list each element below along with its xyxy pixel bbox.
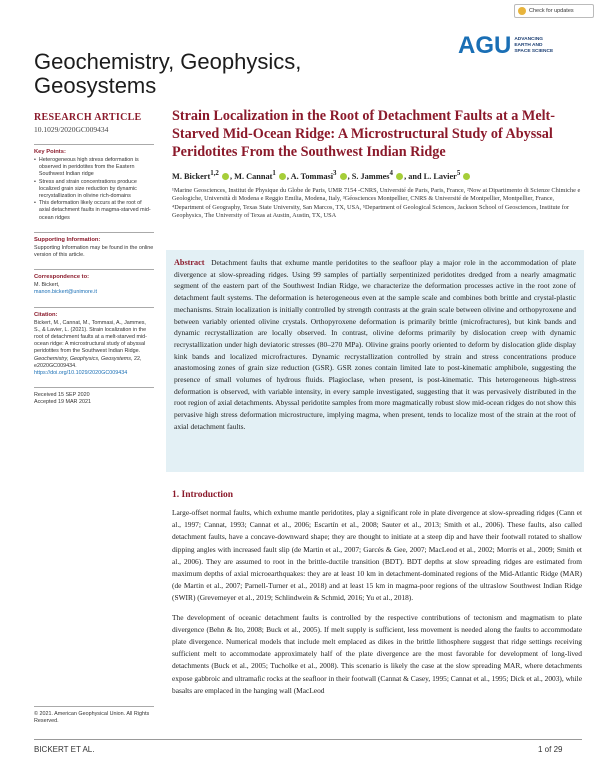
key-points-heading: Key Points:: [34, 149, 66, 155]
orcid-icon[interactable]: [222, 173, 229, 180]
accepted-date: Accepted 19 MAR 2021: [34, 399, 91, 406]
footer-running-head: BICKERT ET AL.: [34, 745, 95, 754]
key-points-section: [34, 144, 154, 222]
orcid-icon[interactable]: [340, 173, 347, 180]
author[interactable]: L. Lavier$^5$: [424, 172, 472, 181]
article-type: RESEARCH ARTICLE: [34, 112, 142, 123]
affiliations: ¹Marine Geosciences, Institut de Physique du Globe de Paris, UMR 7154 -CNRS, Université de Paris, Paris, France, ²Now at Dipartimento di Scienze Chimiche e Geologiche, Università di Modena e Reggio Emilia, Modena, Italy, ³Géosciences Montpellier, CNRS & Université de Montpellier, Montpellier, France, ⁴Department of Geography, Texas State University, San Marcos, TX, USA, ⁵Department of Geological Sciences, Jackson School of Geosciences, Institute for Geophysics, The University of Texas at Austin, Austin, TX, USA: [172, 187, 581, 220]
author[interactable]: M. Bickert$^{1,2}$: [172, 172, 230, 181]
orcid-icon[interactable]: [463, 173, 470, 180]
key-point: • This deformation likely occurs at the root of axial detachment faults in magma-starved mid-ocean ridges: [34, 200, 151, 221]
abstract-text: Detachment faults that exhume mantle peridotites to the seafloor play a major role in the accommodation of plate divergence at slow-spreading ridges. Using 99 samples of partially serpentinized peridotites dredged from a nearly amagmatic segment of the eastern part of the Southwest Indian Ridge, we characterize the deformation processes active in the root zone of detachment fault systems. The deformation is heterogeneous even at the sample scale and combines both brittle and crystal-plastic mechanisms. Strain localization is initially controlled by strength contrasts at the grain scale between olivine and orthopyroxene and between variably oriented olivine crystals. Orthopyroxene deformation is primarily brittle (microfractures), but kink bands and dynamic recrystallization are locally observed. In contrast, olivine deforms primarily by dislocation creep with dynamic recrystallization under high deviatoric stresses (80–270 MPa). Olivine grains poorly oriented to deform by dislocation glide display kink bands and localized microfractures. Dynamic recrystallization controlled by strain and stress concentrations produce anastomosing zones of grain size reduction (GSR). GSR zones contain limited late to post-kinematic amphibole, suggesting the presence of small volumes of hydrous fluids. Plagioclase, when present, is post-kinematic. This heterogeneous high-stress deformation is observed, with variable intensity, in every sample investigated, suggesting that it was pervasively distributed in the root region of axial detachments. Abyssal peridotite samples from more magmatically robust slow mid-ocean ridges do not show this pervasive high stress deformation microstructure, implying magma, when present, tends to localize most of the strain at the root of axial detachment faults.: [174, 258, 577, 431]
author[interactable]: S. Jammes$^4$: [352, 172, 404, 181]
author[interactable]: A. Tommasi$^3$: [291, 172, 348, 181]
footer-divider: [34, 739, 582, 740]
sidebar: [34, 112, 154, 407]
section-heading-introduction: 1. Introduction: [172, 490, 234, 500]
orcid-icon[interactable]: [279, 173, 286, 180]
correspondence-section: [34, 269, 154, 296]
abstract: [174, 257, 576, 433]
received-date: Received 15 SEP 2020: [34, 392, 90, 399]
citation-doi-link[interactable]: https://doi.org/10.1029/2020GC009434: [34, 370, 128, 377]
agu-tagline: ADVANCING EARTH AND SPACE SCIENCE: [514, 37, 554, 54]
agu-logo-text: AGU: [458, 32, 512, 59]
page-number: 1 of 29: [538, 745, 563, 754]
author-list: M. Bickert$^{1,2}$ , M. Cannat$^1$ , A. Tommasi$^3$ , S. Jammes$^4$ , and L. Lavier$^5$: [172, 170, 582, 181]
journal-title: Geochemistry, Geophysics, Geosystems: [34, 49, 302, 98]
correspondence-name: M. Bickert,: [34, 282, 60, 289]
crossmark-icon: [518, 7, 526, 15]
citation-heading: Citation:: [34, 311, 58, 318]
check-for-updates-badge[interactable]: Check for updates: [514, 4, 594, 18]
abstract-box: [166, 250, 584, 472]
introduction-body: [172, 507, 582, 704]
orcid-icon[interactable]: [396, 173, 403, 180]
supporting-info-heading: Supporting Information:: [34, 236, 101, 243]
author[interactable]: M. Cannat$^1$: [234, 172, 287, 181]
agu-logo[interactable]: [458, 32, 553, 60]
citation-text: Bickert, M., Cannat, M., Tommasi, A., Jammes, S., & Lavier, L. (2021). Strain localization in the root of detachment faults at a melt-starved mid-ocean ridge: A microstructural study of abyssal peridotites from the Southwest Indian Ridge. Geochemistry, Geophysics, Geosystems, 22, e2020GC009434. https://doi.org/10.1029/2020GC009434: [34, 319, 147, 377]
key-point: • Stress and strain concentrations produce localized grain size reduction by dynamic recrystallization in olivine rich-domains: [34, 178, 137, 200]
paragraph: The development of oceanic detachment faults is controlled by the respective contributions of tectonism and magmatism to plate divergence (Behn & Ito, 2008; Buck et al., 2005). If melt supply is sufficient, less movement is needed along the faults to accommodate plate divergence. Numerical models that include melt emplaced as dikes in the brittle lithosphere suggest that ridge settings receiving sufficient melt to accommodate approximately half of the plate divergence are the most favorable for development of long-lived detachments (Buck et al., 2005; Tucholke et al., 2008). This scenario is likely the case at the slow spreading MAR, where detachments expose gabbroic and ultramafic rocks at the seafloor in their footwall (Cannat & Casey, 1995; Cannat et al., 1995; Dick et al., 2003), while basalts are emplaced in the hanging wall (MacLeod: [172, 612, 582, 695]
article-title: Strain Localization in the Root of Detachment Faults at a Melt-Starved Mid-Ocean Ridge: A Microstructural Study of Abyssal Peridotites From the Southwest Indian Ridge: [172, 108, 556, 160]
paragraph: Large-offset normal faults, which exhume mantle peridotites, play a significant role in plate divergence at slow-spreading ridges (Cann et al., 1997; Cannat, 1993; Cannat et al., 2006; Escartín et al., 2008; Sauter et al., 2013; Smith et al., 2006). These faults, also called detachment faults, have a concave-downward shape; they are thought to initiate at a steep dip and have their footwall rotated to shallow dipping angles with increased fault slip (de Martin et al., 2007; Garcés & Gee, 2007; MacLeod et al., 2002; Morris et al., 2009; Smith et al., 2006). They are assumed to root in the brittle-ductile transition (BDT). BDT depths at slow spreading ridges are estimated from maximum depths of axial microearthquakes: they are at least 10 km in detachment-dominated regions of the Mid-Atlantic Ridge (MAR) (de Martin et al., 2007; Parnell-Turner et al., 2018) and at least 15 km in magma-poor regions of the ultraslow Southwest Indian Ridge (SWIR) (Grevemeyer et al., 2019; Schlindwein & Schmid, 2016; Yu et al., 2018).: [172, 508, 582, 603]
correspondence-email-link[interactable]: manon.bickert@unimore.it: [34, 289, 97, 296]
citation-section: [34, 307, 154, 378]
dates-section: [34, 387, 154, 406]
copyright: © 2021. American Geophysical Union. All Rights Reserved.: [34, 706, 154, 725]
supporting-info-text: Supporting Information may be found in the online version of this article.: [34, 244, 154, 259]
supporting-info-section: [34, 232, 154, 259]
abstract-heading: Abstract: [174, 258, 205, 267]
key-point: • Heterogeneous high stress deformation is observed in peridotites from the Eastern Southwest Indian ridge: [34, 157, 139, 178]
correspondence-heading: Correspondence to:: [34, 274, 90, 281]
article-doi: 10.1029/2020GC009434: [34, 125, 109, 134]
